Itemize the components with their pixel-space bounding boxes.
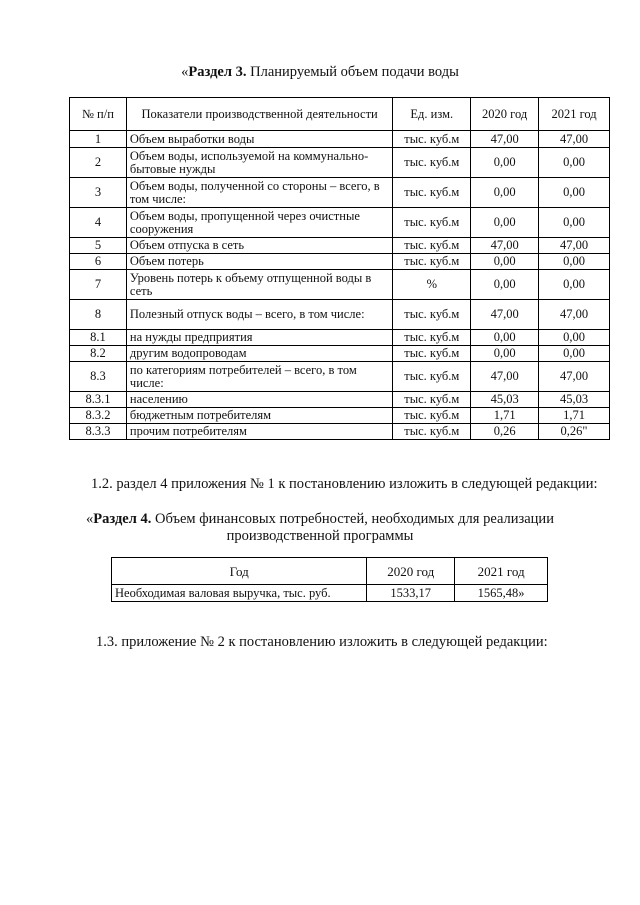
row-value-2020: 0,00 xyxy=(471,254,539,270)
row-indicator: Необходимая валовая выручка, тыс. руб. xyxy=(112,585,367,602)
row-value-2020: 0,00 xyxy=(471,346,539,362)
row-num: 3 xyxy=(70,178,127,208)
table-header-row xyxy=(112,558,548,585)
row-indicator: населению xyxy=(126,392,392,408)
row-unit: тыс. куб.м xyxy=(393,392,471,408)
row-unit: тыс. куб.м xyxy=(393,330,471,346)
row-value-2021: 0,00 xyxy=(539,148,610,178)
row-indicator: Полезный отпуск воды – всего, в том числе: xyxy=(126,300,392,330)
row-value-2021: 0,00 xyxy=(539,330,610,346)
table-row xyxy=(112,585,548,602)
row-value-2021: 47,00 xyxy=(539,131,610,148)
col-header-2020: 2020 год xyxy=(367,558,455,585)
col-header-2021: 2021 год xyxy=(539,98,610,131)
row-indicator: Объем воды, полученной со стороны – всего, в том числе: xyxy=(126,178,392,208)
row-value-2021: 1565,48» xyxy=(455,585,548,602)
col-header-unit: Ед. изм. xyxy=(393,98,471,131)
table-row xyxy=(70,178,610,208)
row-indicator: на нужды предприятия xyxy=(126,330,392,346)
row-value-2020: 0,00 xyxy=(471,148,539,178)
col-header-2021: 2021 год xyxy=(455,558,548,585)
row-value-2021: 0,26" xyxy=(539,424,610,440)
row-value-2021: 47,00 xyxy=(539,362,610,392)
row-indicator: Объем воды, пропущенной через очистные сооружения xyxy=(126,208,392,238)
row-value-2020: 0,00 xyxy=(471,208,539,238)
row-value-2020: 0,00 xyxy=(471,270,539,300)
row-unit: тыс. куб.м xyxy=(393,362,471,392)
row-num: 8.3 xyxy=(70,362,127,392)
table-row xyxy=(70,300,610,330)
row-num: 8.3.2 xyxy=(70,408,127,424)
row-indicator: Объем воды, используемой на коммунально-бытовые нужды xyxy=(126,148,392,178)
row-value-2021: 47,00 xyxy=(539,300,610,330)
row-indicator: Объем отпуска в сеть xyxy=(126,238,392,254)
row-unit: тыс. куб.м xyxy=(393,131,471,148)
table-row xyxy=(70,424,610,440)
table-row xyxy=(70,238,610,254)
row-unit: тыс. куб.м xyxy=(393,178,471,208)
table-row xyxy=(70,208,610,238)
row-unit: % xyxy=(393,270,471,300)
row-unit: тыс. куб.м xyxy=(393,238,471,254)
row-indicator: Объем потерь xyxy=(126,254,392,270)
row-indicator: по категориям потребителей – всего, в том числе: xyxy=(126,362,392,392)
row-num: 8.3.1 xyxy=(70,392,127,408)
table-row xyxy=(70,392,610,408)
section3-label: Раздел 3. xyxy=(188,64,247,80)
row-value-2021: 0,00 xyxy=(539,254,610,270)
table-row xyxy=(70,270,610,300)
row-value-2020: 0,26 xyxy=(471,424,539,440)
table-row xyxy=(70,131,610,148)
row-num: 1 xyxy=(70,131,127,148)
section3-prefix: « xyxy=(181,64,189,80)
row-value-2021: 0,00 xyxy=(539,270,610,300)
row-value-2020: 0,00 xyxy=(471,178,539,208)
financial-needs-table xyxy=(111,557,548,602)
row-indicator: бюджетным потребителям xyxy=(126,408,392,424)
row-indicator: прочим потребителям xyxy=(126,424,392,440)
section4-prefix: « xyxy=(86,511,94,527)
row-unit: тыс. куб.м xyxy=(393,408,471,424)
table-row xyxy=(70,330,610,346)
section3-heading xyxy=(0,64,640,81)
row-indicator: другим водопроводам xyxy=(126,346,392,362)
row-unit: тыс. куб.м xyxy=(393,148,471,178)
row-value-2021: 45,03 xyxy=(539,392,610,408)
row-value-2021: 0,00 xyxy=(539,178,610,208)
row-num: 8.3.3 xyxy=(70,424,127,440)
section3-title: Планируемый объем подачи воды xyxy=(246,64,459,80)
row-num: 4 xyxy=(70,208,127,238)
row-indicator: Объем выработки воды xyxy=(126,131,392,148)
row-value-2020: 1533,17 xyxy=(367,585,455,602)
row-value-2021: 1,71 xyxy=(539,408,610,424)
row-num: 8.1 xyxy=(70,330,127,346)
col-header-year: Год xyxy=(112,558,367,585)
row-value-2020: 0,00 xyxy=(471,330,539,346)
section4-title-line2: производственной программы xyxy=(226,528,414,544)
row-unit: тыс. куб.м xyxy=(393,254,471,270)
row-num: 6 xyxy=(70,254,127,270)
table-row xyxy=(70,346,610,362)
row-value-2020: 47,00 xyxy=(471,131,539,148)
table-row xyxy=(70,362,610,392)
section4-heading xyxy=(0,511,640,545)
row-value-2020: 45,03 xyxy=(471,392,539,408)
table-header-row xyxy=(70,98,610,131)
row-num: 2 xyxy=(70,148,127,178)
row-num: 8.2 xyxy=(70,346,127,362)
row-value-2021: 0,00 xyxy=(539,208,610,238)
row-unit: тыс. куб.м xyxy=(393,208,471,238)
col-header-num: № п/п xyxy=(70,98,127,131)
section4-label: Раздел 4. xyxy=(93,511,152,527)
row-value-2020: 47,00 xyxy=(471,362,539,392)
row-num: 7 xyxy=(70,270,127,300)
row-value-2020: 47,00 xyxy=(471,238,539,254)
section4-title-line1: Объем финансовых потребностей, необходимых для реализации xyxy=(151,511,554,527)
table-row xyxy=(70,148,610,178)
table-row xyxy=(70,254,610,270)
row-num: 8 xyxy=(70,300,127,330)
col-header-indicator: Показатели производственной деятельности xyxy=(126,98,392,131)
row-value-2021: 47,00 xyxy=(539,238,610,254)
row-unit: тыс. куб.м xyxy=(393,346,471,362)
row-unit: тыс. куб.м xyxy=(393,424,471,440)
paragraph-1-2: 1.2. раздел 4 приложения № 1 к постановлению изложить в следующей редакции: xyxy=(91,476,598,492)
row-value-2020: 1,71 xyxy=(471,408,539,424)
water-supply-table xyxy=(69,97,610,440)
paragraph-1-3: 1.3. приложение № 2 к постановлению изложить в следующей редакции: xyxy=(96,634,548,650)
row-num: 5 xyxy=(70,238,127,254)
row-value-2021: 0,00 xyxy=(539,346,610,362)
row-indicator: Уровень потерь к объему отпущенной воды в сеть xyxy=(126,270,392,300)
row-unit: тыс. куб.м xyxy=(393,300,471,330)
table-row xyxy=(70,408,610,424)
row-value-2020: 47,00 xyxy=(471,300,539,330)
col-header-2020: 2020 год xyxy=(471,98,539,131)
